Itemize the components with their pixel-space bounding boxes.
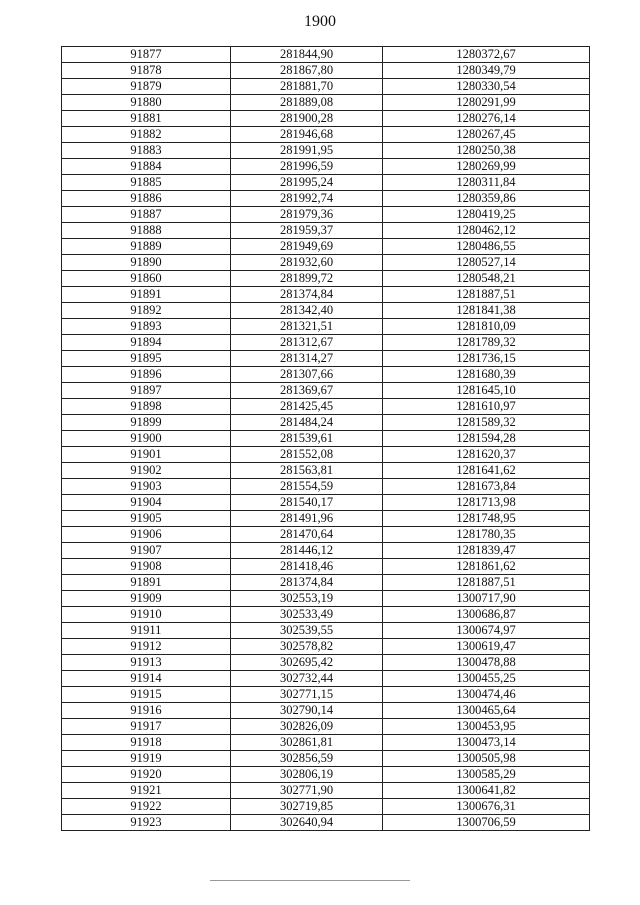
table-row	[62, 367, 590, 383]
x-coordinate-cell: 302553,19	[231, 591, 383, 607]
y-coordinate-cell: 1280311,84	[383, 175, 590, 191]
table-row	[62, 767, 590, 783]
point-number-cell: 91901	[62, 447, 231, 463]
table-row	[62, 703, 590, 719]
point-number-cell: 91923	[62, 815, 231, 831]
point-number-cell: 91898	[62, 399, 231, 415]
table-row	[62, 159, 590, 175]
x-coordinate-cell: 302790,14	[231, 703, 383, 719]
y-coordinate-cell: 1300674,97	[383, 623, 590, 639]
x-coordinate-cell: 281314,27	[231, 351, 383, 367]
point-number-cell: 91882	[62, 127, 231, 143]
point-number-cell: 91880	[62, 95, 231, 111]
point-number-cell: 91912	[62, 639, 231, 655]
table-row	[62, 111, 590, 127]
table-row	[62, 815, 590, 831]
table-row	[62, 655, 590, 671]
y-coordinate-cell: 1280267,45	[383, 127, 590, 143]
point-number-cell: 91904	[62, 495, 231, 511]
x-coordinate-cell: 281881,70	[231, 79, 383, 95]
table-row	[62, 511, 590, 527]
point-number-cell: 91906	[62, 527, 231, 543]
y-coordinate-cell: 1281841,38	[383, 303, 590, 319]
table-row	[62, 351, 590, 367]
table-row	[62, 399, 590, 415]
point-number-cell: 91894	[62, 335, 231, 351]
y-coordinate-cell: 1300473,14	[383, 735, 590, 751]
x-coordinate-cell: 281900,28	[231, 111, 383, 127]
y-coordinate-cell: 1300585,29	[383, 767, 590, 783]
table-row	[62, 543, 590, 559]
x-coordinate-cell: 281491,96	[231, 511, 383, 527]
y-coordinate-cell: 1281887,51	[383, 287, 590, 303]
y-coordinate-cell: 1281810,09	[383, 319, 590, 335]
point-number-cell: 91910	[62, 607, 231, 623]
x-coordinate-cell: 281946,68	[231, 127, 383, 143]
y-coordinate-cell: 1281789,32	[383, 335, 590, 351]
table-row	[62, 623, 590, 639]
y-coordinate-cell: 1281645,10	[383, 383, 590, 399]
point-number-cell: 91915	[62, 687, 231, 703]
x-coordinate-cell: 281899,72	[231, 271, 383, 287]
point-number-cell: 91903	[62, 479, 231, 495]
x-coordinate-cell: 302856,59	[231, 751, 383, 767]
point-number-cell: 91895	[62, 351, 231, 367]
y-coordinate-cell: 1280548,21	[383, 271, 590, 287]
table-row	[62, 255, 590, 271]
y-coordinate-cell: 1281680,39	[383, 367, 590, 383]
x-coordinate-cell: 281539,61	[231, 431, 383, 447]
table-row	[62, 239, 590, 255]
x-coordinate-cell: 281996,59	[231, 159, 383, 175]
table-row	[62, 143, 590, 159]
y-coordinate-cell: 1300465,64	[383, 703, 590, 719]
x-coordinate-cell: 281374,84	[231, 287, 383, 303]
x-coordinate-cell: 302695,42	[231, 655, 383, 671]
table-row	[62, 479, 590, 495]
x-coordinate-cell: 281979,36	[231, 207, 383, 223]
x-coordinate-cell: 281484,24	[231, 415, 383, 431]
coordinates-table-body	[62, 47, 590, 831]
y-coordinate-cell: 1280330,54	[383, 79, 590, 95]
point-number-cell: 91888	[62, 223, 231, 239]
x-coordinate-cell: 302771,90	[231, 783, 383, 799]
x-coordinate-cell: 281949,69	[231, 239, 383, 255]
y-coordinate-cell: 1281748,95	[383, 511, 590, 527]
x-coordinate-cell: 302640,94	[231, 815, 383, 831]
table-row	[62, 559, 590, 575]
table-row	[62, 175, 590, 191]
y-coordinate-cell: 1280486,55	[383, 239, 590, 255]
y-coordinate-cell: 1281589,32	[383, 415, 590, 431]
point-number-cell: 91886	[62, 191, 231, 207]
y-coordinate-cell: 1300474,46	[383, 687, 590, 703]
x-coordinate-cell: 281446,12	[231, 543, 383, 559]
table-row	[62, 287, 590, 303]
x-coordinate-cell: 281540,17	[231, 495, 383, 511]
table-row	[62, 527, 590, 543]
y-coordinate-cell: 1300706,59	[383, 815, 590, 831]
point-number-cell: 91919	[62, 751, 231, 767]
point-number-cell: 91878	[62, 63, 231, 79]
y-coordinate-cell: 1300676,31	[383, 799, 590, 815]
x-coordinate-cell: 281312,67	[231, 335, 383, 351]
x-coordinate-cell: 302539,55	[231, 623, 383, 639]
y-coordinate-cell: 1281887,51	[383, 575, 590, 591]
table-row	[62, 591, 590, 607]
x-coordinate-cell: 281425,45	[231, 399, 383, 415]
y-coordinate-cell: 1281594,28	[383, 431, 590, 447]
table-row	[62, 79, 590, 95]
table-row	[62, 383, 590, 399]
point-number-cell: 91920	[62, 767, 231, 783]
point-number-cell: 91899	[62, 415, 231, 431]
x-coordinate-cell: 302771,15	[231, 687, 383, 703]
point-number-cell: 91893	[62, 319, 231, 335]
point-number-cell: 91889	[62, 239, 231, 255]
point-number-cell: 91918	[62, 735, 231, 751]
point-number-cell: 91921	[62, 783, 231, 799]
point-number-cell: 91891	[62, 287, 231, 303]
point-number-cell: 91896	[62, 367, 231, 383]
table-row	[62, 799, 590, 815]
table-row	[62, 607, 590, 623]
point-number-cell: 91892	[62, 303, 231, 319]
y-coordinate-cell: 1281620,37	[383, 447, 590, 463]
y-coordinate-cell: 1280359,86	[383, 191, 590, 207]
x-coordinate-cell: 281889,08	[231, 95, 383, 111]
x-coordinate-cell: 281342,40	[231, 303, 383, 319]
table-row	[62, 463, 590, 479]
y-coordinate-cell: 1281713,98	[383, 495, 590, 511]
table-row	[62, 735, 590, 751]
table-row	[62, 223, 590, 239]
y-coordinate-cell: 1280250,38	[383, 143, 590, 159]
table-row	[62, 63, 590, 79]
x-coordinate-cell: 281552,08	[231, 447, 383, 463]
point-number-cell: 91890	[62, 255, 231, 271]
point-number-cell: 91891	[62, 575, 231, 591]
y-coordinate-cell: 1281673,84	[383, 479, 590, 495]
point-number-cell: 91909	[62, 591, 231, 607]
point-number-cell: 91884	[62, 159, 231, 175]
table-row	[62, 719, 590, 735]
y-coordinate-cell: 1300619,47	[383, 639, 590, 655]
x-coordinate-cell: 281932,60	[231, 255, 383, 271]
x-coordinate-cell: 302732,44	[231, 671, 383, 687]
y-coordinate-cell: 1280527,14	[383, 255, 590, 271]
table-row	[62, 415, 590, 431]
x-coordinate-cell: 302578,82	[231, 639, 383, 655]
table-row	[62, 575, 590, 591]
table-row	[62, 47, 590, 63]
point-number-cell: 91877	[62, 47, 231, 63]
x-coordinate-cell: 281374,84	[231, 575, 383, 591]
y-coordinate-cell: 1300478,88	[383, 655, 590, 671]
y-coordinate-cell: 1300686,87	[383, 607, 590, 623]
table-row	[62, 671, 590, 687]
table-row	[62, 319, 590, 335]
y-coordinate-cell: 1300453,95	[383, 719, 590, 735]
table-row	[62, 335, 590, 351]
table-row	[62, 751, 590, 767]
table-row	[62, 303, 590, 319]
y-coordinate-cell: 1280372,67	[383, 47, 590, 63]
page-number: 1900	[304, 13, 336, 30]
y-coordinate-cell: 1300641,82	[383, 783, 590, 799]
x-coordinate-cell: 281992,74	[231, 191, 383, 207]
point-number-cell: 91900	[62, 431, 231, 447]
point-number-cell: 91881	[62, 111, 231, 127]
table-row	[62, 191, 590, 207]
x-coordinate-cell: 281470,64	[231, 527, 383, 543]
point-number-cell: 91905	[62, 511, 231, 527]
point-number-cell: 91922	[62, 799, 231, 815]
y-coordinate-cell: 1281861,62	[383, 559, 590, 575]
y-coordinate-cell: 1280291,99	[383, 95, 590, 111]
point-number-cell: 91911	[62, 623, 231, 639]
table-row	[62, 127, 590, 143]
table-row	[62, 95, 590, 111]
point-number-cell: 91917	[62, 719, 231, 735]
x-coordinate-cell: 281307,66	[231, 367, 383, 383]
x-coordinate-cell: 302861,81	[231, 735, 383, 751]
x-coordinate-cell: 281844,90	[231, 47, 383, 63]
x-coordinate-cell: 302826,09	[231, 719, 383, 735]
x-coordinate-cell: 281959,37	[231, 223, 383, 239]
point-number-cell: 91902	[62, 463, 231, 479]
y-coordinate-cell: 1300455,25	[383, 671, 590, 687]
y-coordinate-cell: 1280419,25	[383, 207, 590, 223]
y-coordinate-cell: 1280276,14	[383, 111, 590, 127]
x-coordinate-cell: 281563,81	[231, 463, 383, 479]
y-coordinate-cell: 1281641,62	[383, 463, 590, 479]
x-coordinate-cell: 281867,80	[231, 63, 383, 79]
table-row	[62, 271, 590, 287]
coordinates-table	[61, 46, 590, 831]
point-number-cell: 91908	[62, 559, 231, 575]
point-number-cell: 91907	[62, 543, 231, 559]
x-coordinate-cell: 281369,67	[231, 383, 383, 399]
y-coordinate-cell: 1281780,35	[383, 527, 590, 543]
y-coordinate-cell: 1300505,98	[383, 751, 590, 767]
point-number-cell: 91860	[62, 271, 231, 287]
y-coordinate-cell: 1280269,99	[383, 159, 590, 175]
point-number-cell: 91883	[62, 143, 231, 159]
table-row	[62, 207, 590, 223]
x-coordinate-cell: 302806,19	[231, 767, 383, 783]
x-coordinate-cell: 281554,59	[231, 479, 383, 495]
table-row	[62, 447, 590, 463]
x-coordinate-cell: 281321,51	[231, 319, 383, 335]
point-number-cell: 91885	[62, 175, 231, 191]
bottom-divider	[210, 880, 410, 881]
x-coordinate-cell: 281995,24	[231, 175, 383, 191]
point-number-cell: 91897	[62, 383, 231, 399]
x-coordinate-cell: 302719,85	[231, 799, 383, 815]
table-row	[62, 495, 590, 511]
point-number-cell: 91887	[62, 207, 231, 223]
x-coordinate-cell: 281991,95	[231, 143, 383, 159]
table-row	[62, 687, 590, 703]
y-coordinate-cell: 1280349,79	[383, 63, 590, 79]
point-number-cell: 91914	[62, 671, 231, 687]
table-row	[62, 783, 590, 799]
y-coordinate-cell: 1280462,12	[383, 223, 590, 239]
y-coordinate-cell: 1281839,47	[383, 543, 590, 559]
x-coordinate-cell: 302533,49	[231, 607, 383, 623]
point-number-cell: 91913	[62, 655, 231, 671]
table-row	[62, 639, 590, 655]
x-coordinate-cell: 281418,46	[231, 559, 383, 575]
point-number-cell: 91879	[62, 79, 231, 95]
y-coordinate-cell: 1281736,15	[383, 351, 590, 367]
y-coordinate-cell: 1281610,97	[383, 399, 590, 415]
point-number-cell: 91916	[62, 703, 231, 719]
y-coordinate-cell: 1300717,90	[383, 591, 590, 607]
table-row	[62, 431, 590, 447]
